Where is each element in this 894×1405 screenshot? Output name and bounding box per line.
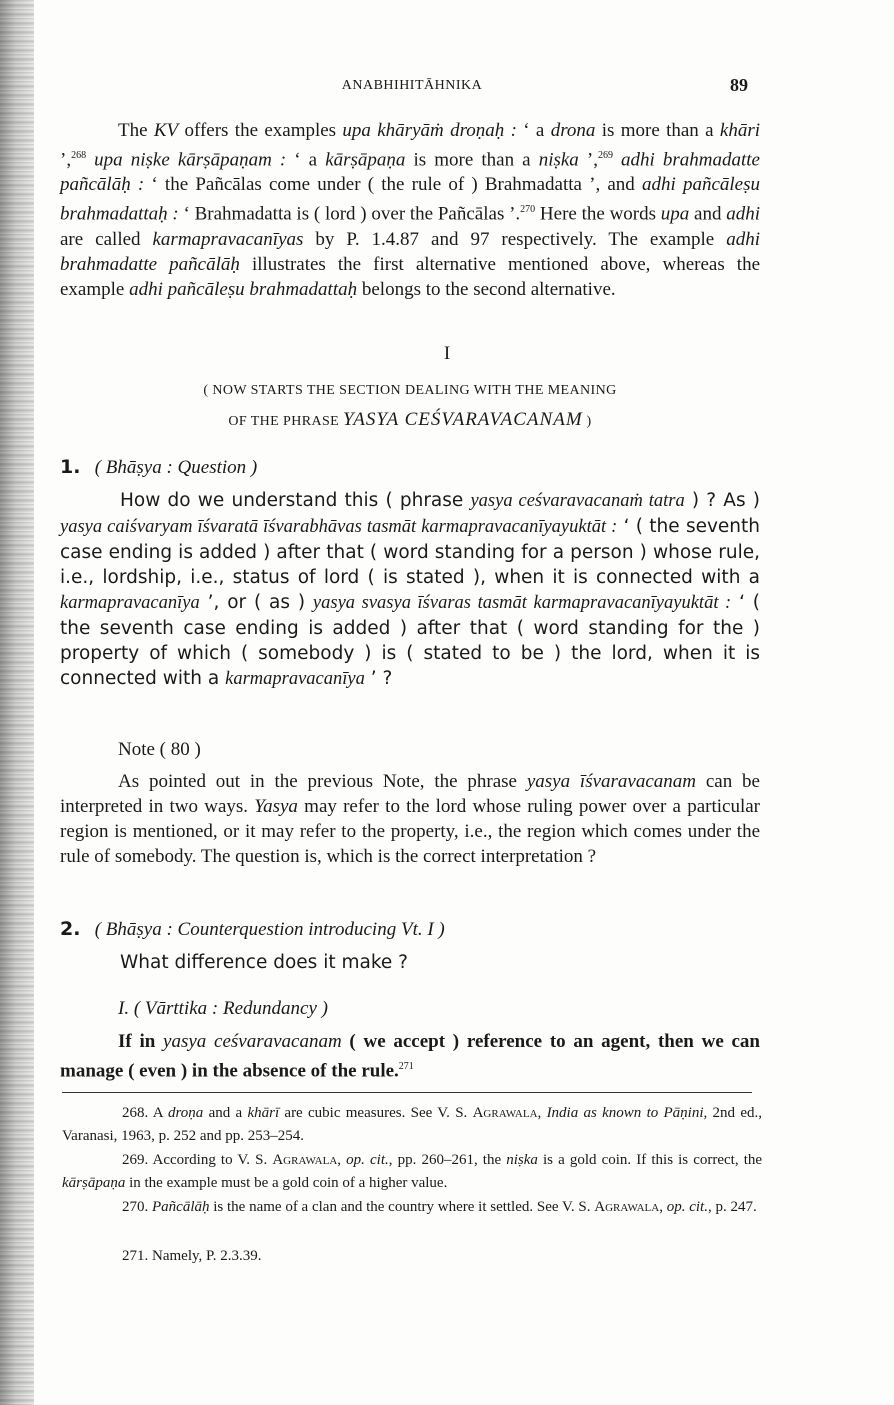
page-header (62, 75, 762, 99)
item1-text: How do we understand this ( phrase yasya ceśvaravacanaṁ tatra ) ? As ) yasya caiśvaryam īśvaratā īśvarabhāvas tasmāt karmapravacanīyayuktāt : ‘ ( the seventh case ending is added ) after that ( word standing for a person ) whose rule, i.e., lordship, i.e., status of lord ( is stated ), when it is connected with a karmapravacanīya ’, or ( as ) yasya svasya īśvaras tasmāt karmapravacanīyayuktāt : ‘ ( the seventh case ending is added ) after that ( word standing for the ) property of which ( somebody ) is ( stated to be ) the lord, when it is connected with a karmapravacanīya ’ ? (60, 490, 761, 689)
item2-label: ( Bhāṣya : Counterquestion introducing Vt. I ) (94, 919, 445, 940)
item2-text: What difference does it make ? (120, 952, 408, 973)
section-heading-line2: OF THE PHRASE YASYA CEŚVARAVACANAM ) (228, 409, 592, 430)
footnote-ref-270[interactable]: 270 (520, 204, 536, 216)
varttika-label: I. ( Vārttika : Redundancy ) (118, 998, 328, 1019)
running-title: ANABHIHITĀHNIKA (341, 78, 483, 93)
footnote-ref-271[interactable]: 271 (398, 1061, 414, 1072)
footnote-ref-269[interactable]: 269 (597, 150, 613, 161)
footnote-268: 268. A droṇa and a khārī are cubic measures. See V. S. Agrawala, India as known to Pāṇini, 2nd ed., Varanasi, 1963, p. 252 and pp. 253–254. (62, 1105, 762, 1144)
section-heading-line1: ( NOW STARTS THE SECTION DEALING WITH THE MEANING (203, 383, 617, 398)
item1-heading (60, 455, 760, 480)
page-number: 89 (730, 75, 748, 95)
footnote-divider (62, 1092, 752, 1093)
note-title: Note ( 80 ) (118, 739, 201, 760)
footnote-270: 270. Pañcālāḥ is the name of a clan and the country where it settled. See V. S. Agrawala, op. cit., p. 247. (122, 1199, 757, 1215)
footnote-271: 271. Namely, P. 2.3.39. (122, 1248, 262, 1264)
item1-number: 1. (60, 456, 81, 478)
item2-heading (60, 917, 760, 942)
item2-number: 2. (60, 918, 81, 940)
scan-binding-edge (0, 0, 34, 1405)
section-roman-numeral: I (443, 343, 451, 364)
item1-label: ( Bhāṣya : Question ) (94, 457, 258, 478)
footnote-ref-268[interactable]: 268 (71, 150, 87, 161)
footnote-269: 269. According to V. S. Agrawala, op. cit., pp. 260–261, the niṣka is a gold coin. If this is correct, the kārṣāpaṇa in the example must be a gold coin of a higher value. (62, 1152, 763, 1191)
varttika-text: If in yasya ceśvaravacanam ( we accept ) reference to an agent, then we can manage ( even ) in the absence of the rule.$^{271}$ (60, 1031, 760, 1082)
intro-paragraph: The KV offers the examples upa khāryāṁ droṇaḥ : ‘ a drona is more than a khāri ’,$^{268}$ upa niṣke kārṣāpaṇam : ‘ a kārṣāpaṇa is more than a niṣka ’,$^{269}$ adhi brahmadatte pañcālāḥ : ‘ the Pañcālas come under ( the rule of ) Brahmadatta ’, and adhi pañcāleṣu brahmadattaḥ : ‘ Brahmadatta is ( lord ) over the Pañcālas ’.$^{270}$ Here the words upa and adhi are called karmapravacanīyas by P. 1.4.87 and 97 respectively. The example adhi brahmadatte pañcālāḥ illustrates the first alternative mentioned above, whereas the example adhi pañcāleṣu brahmadattaḥ belongs to the second alternative. (60, 120, 761, 300)
note-text: As pointed out in the previous Note, the phrase yasya īśvaravacanam can be interpreted in two ways. Yasya may refer to the lord whose ruling power over a particular region is mentioned, or it may refer to the property, i.e., the region which comes under the rule of somebody. The question is, which is the correct interpretation ? (60, 771, 760, 867)
